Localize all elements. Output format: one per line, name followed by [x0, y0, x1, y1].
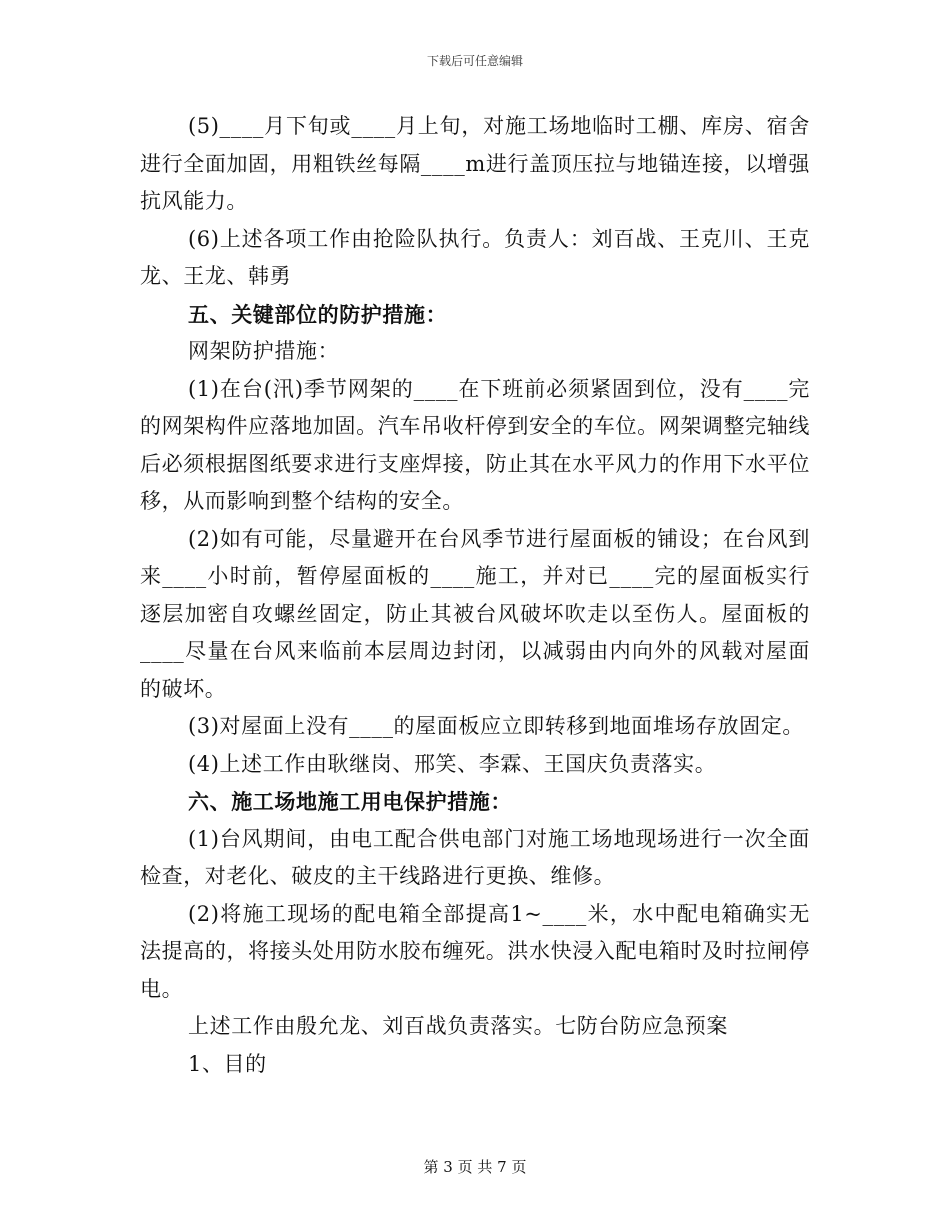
- document-body: [140, 108, 810, 1083]
- paragraph-power-1: (1)台风期间，由电工配合供电部门对施工场地现场进行一次全面检查，对老化、破皮的主干线路进行更换、维修。: [140, 826, 810, 888]
- paragraph-responsible-persons: 上述工作由殷允龙、刘百战负责落实。七防台防应急预案: [188, 1014, 728, 1038]
- section-heading-power-protection: 六、施工场地施工用电保护措施：: [188, 789, 512, 814]
- page-number-footer: 第 3 页 共 7 页: [423, 1158, 527, 1176]
- paragraph-grid-3: (3)对屋面上没有____的屋面板应立即转移到地面堆场存放固定。: [188, 714, 804, 738]
- paragraph-purpose-heading: 1、目的: [188, 1051, 267, 1076]
- paragraph-grid-2: (2)如有可能，尽量避开在台风季节进行屋面板的铺设；在台风到来____小时前，暂停屋面板的____施工，并对已____完的屋面板实行逐层加密自攻螺丝固定，防止其被台风破坏吹走以至伤人。屋面板的____尽量在台风来临前本层周边封闭，以减弱由内向外的风载对屋面的破坏。: [140, 526, 810, 701]
- paragraph-6-rescue-team: (6)上述各项工作由抢险队执行。负责人：刘百战、王克川、王克龙、王龙、韩勇: [140, 226, 810, 288]
- section-heading-key-parts: 五、关键部位的防护措施：: [188, 301, 448, 327]
- paragraph-grid-1: (1)在台(汛)季节网架的____在下班前必须紧固到位，没有____完的网架构件应落地加固。汽车吊收杆停到安全的车位。网架调整完轴线后必须根据图纸要求进行支座焊接，防止其在水平风力的作用下水平位移，从而影响到整个结构的安全。: [140, 376, 810, 513]
- subheading-grid-protection: 网架防护措施：: [188, 339, 340, 363]
- paragraph-power-2: (2)将施工现场的配电箱全部提高1~____米，水中配电箱确实无法提高的，将接头处用防水胶布缠死。洪水快浸入配电箱时及时拉闸停电。: [140, 901, 810, 1001]
- paragraph-grid-4: (4)上述工作由耿继岗、邢笑、李霖、王国庆负责落实。: [188, 751, 717, 776]
- page-header-note: 下载后可任意编辑: [426, 54, 523, 68]
- paragraph-5-temporary-sheds: (5)____月下旬或____月上旬，对施工场地临时工棚、库房、宿舍进行全面加固，用粗铁丝每隔____m进行盖顶压拉与地锚连接，以增强抗风能力。: [140, 114, 810, 213]
